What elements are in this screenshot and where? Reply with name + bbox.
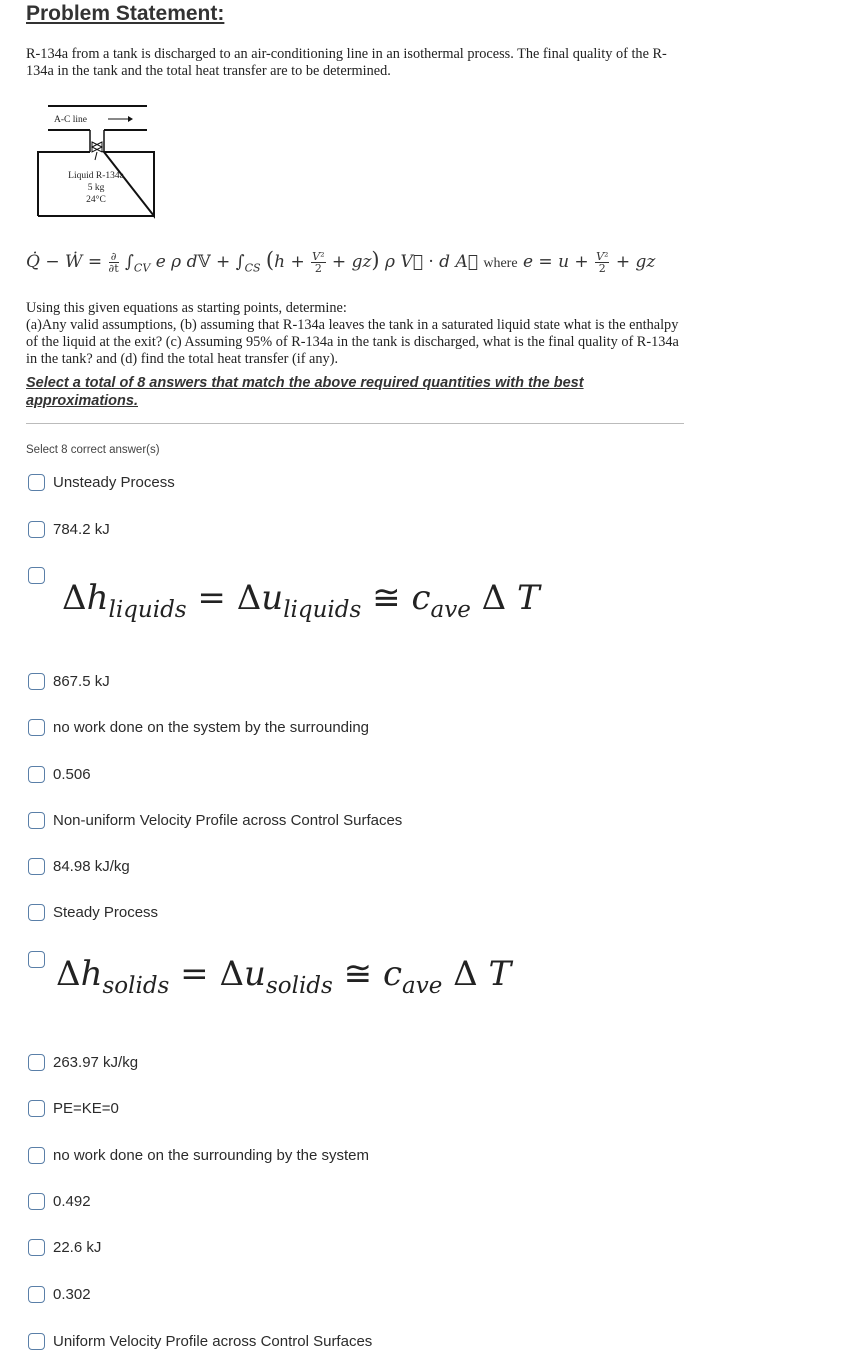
- option-checkbox[interactable]: [28, 1054, 45, 1071]
- answer-option[interactable]: [28, 858, 130, 875]
- option-equation-solids: $\Delta h_{solids} = \Delta u_{solids}$ ≅ $c_{ave}$ Δ T: [56, 954, 512, 999]
- option-checkbox[interactable]: [28, 673, 45, 690]
- answer-option[interactable]: [28, 1100, 119, 1117]
- answer-option[interactable]: [28, 1193, 91, 1210]
- option-checkbox[interactable]: [28, 858, 45, 875]
- option-equation-liquids: $\Delta h_{liquids} = \Delta u_{liquids}$ ≅ $c_{ave}$ Δ T: [62, 578, 540, 623]
- page-title: Problem Statement:: [26, 2, 225, 25]
- option-label: 263.97 kJ/kg: [53, 1054, 139, 1071]
- option-checkbox[interactable]: [28, 951, 45, 968]
- option-label: 867.5 kJ: [53, 673, 110, 690]
- option-checkbox[interactable]: [28, 1239, 45, 1256]
- option-label: no work done on the surrounding by the system: [53, 1147, 370, 1164]
- option-label: 0.506: [53, 766, 91, 783]
- instruction-text: Select a total of 8 answers that match the above required quantities with the best approximations.: [26, 375, 584, 409]
- answer-option[interactable]: [28, 1286, 91, 1303]
- option-label: PE=KE=0: [53, 1100, 119, 1117]
- answer-option[interactable]: [28, 951, 45, 968]
- option-checkbox[interactable]: [28, 1147, 45, 1164]
- option-checkbox[interactable]: [28, 1286, 45, 1303]
- answer-option[interactable]: [28, 719, 369, 736]
- subscript-ave: ave: [430, 597, 471, 623]
- answer-option[interactable]: [28, 474, 175, 491]
- where-text: where: [483, 256, 518, 271]
- answer-option[interactable]: [28, 1147, 369, 1164]
- option-checkbox[interactable]: [28, 1100, 45, 1117]
- select-hint: Select 8 correct answer(s): [26, 444, 160, 456]
- subscript-liquids: liquids: [283, 597, 362, 623]
- problem-statement: R-134a from a tank is discharged to an air-conditioning line in an isothermal process. The final quality of the R-134a in the tank and the total heat transfer are to be determined.: [26, 46, 667, 79]
- option-checkbox[interactable]: [28, 1193, 45, 1210]
- option-checkbox[interactable]: [28, 1333, 45, 1350]
- option-checkbox[interactable]: [28, 521, 45, 538]
- option-label: Unsteady Process: [53, 474, 175, 491]
- energy-equation: Q̇ − Ẇ = $\frac{\partial}{\partial t}$ $\int_{CV}$ e ρ d𝕍 + $\int_{CS}$ (h + $\frac{\text{V²}}{2}$ + gz) ρ V⃗ · d A⃗ where e = u + $\frac{\text{V²}}{2}$ + gz: [26, 248, 656, 275]
- option-label: 0.302: [53, 1286, 91, 1303]
- option-checkbox[interactable]: [28, 766, 45, 783]
- answer-option[interactable]: [28, 766, 91, 783]
- answer-option[interactable]: [28, 812, 402, 829]
- tank-label-temperature: 24°C: [86, 195, 106, 205]
- option-label: 22.6 kJ: [53, 1239, 102, 1256]
- option-label: 84.98 kJ/kg: [53, 858, 130, 875]
- option-label: Steady Process: [53, 904, 159, 921]
- answer-option[interactable]: [28, 673, 110, 690]
- option-label: Uniform Velocity Profile across Control Surfaces: [53, 1333, 373, 1350]
- subscript-solids: solids: [265, 973, 333, 999]
- answer-option[interactable]: [28, 567, 45, 584]
- subscript-ave: ave: [401, 973, 443, 999]
- tank-diagram: [34, 104, 158, 220]
- answer-option[interactable]: [28, 521, 110, 538]
- answer-option[interactable]: [28, 904, 158, 921]
- divider: [26, 423, 684, 424]
- answer-option[interactable]: [28, 1239, 101, 1256]
- answer-option[interactable]: [28, 1054, 138, 1071]
- tank-label-fluid: Liquid R-134a: [68, 171, 124, 181]
- subscript-liquids: liquids: [108, 597, 187, 623]
- option-label: 784.2 kJ: [53, 521, 110, 538]
- subscript-solids: solids: [102, 973, 170, 999]
- option-checkbox[interactable]: [28, 904, 45, 921]
- option-checkbox[interactable]: [28, 474, 45, 491]
- question-intro: Using this given equations as starting points, determine:: [26, 300, 347, 316]
- ac-line-label: A-C line: [54, 115, 87, 125]
- option-checkbox[interactable]: [28, 719, 45, 736]
- option-label: no work done on the system by the surrounding: [53, 719, 370, 736]
- option-checkbox[interactable]: [28, 567, 45, 584]
- option-checkbox[interactable]: [28, 812, 45, 829]
- option-label: Non-uniform Velocity Profile across Control Surfaces: [53, 812, 403, 829]
- answer-option[interactable]: [28, 1333, 372, 1350]
- tank-label-mass: 5 kg: [87, 183, 105, 193]
- option-label: 0.492: [53, 1193, 91, 1210]
- question-text: (a)Any valid assumptions, (b) assuming that R-134a leaves the tank in a saturated liquid state what is the enthalpy of the liquid at the exit? (c) Assuming 95% of R-134a in the tank is discharged, what is the final quality of R-134a in the tank? and (d) find the total heat transfer (if any).: [26, 317, 679, 367]
